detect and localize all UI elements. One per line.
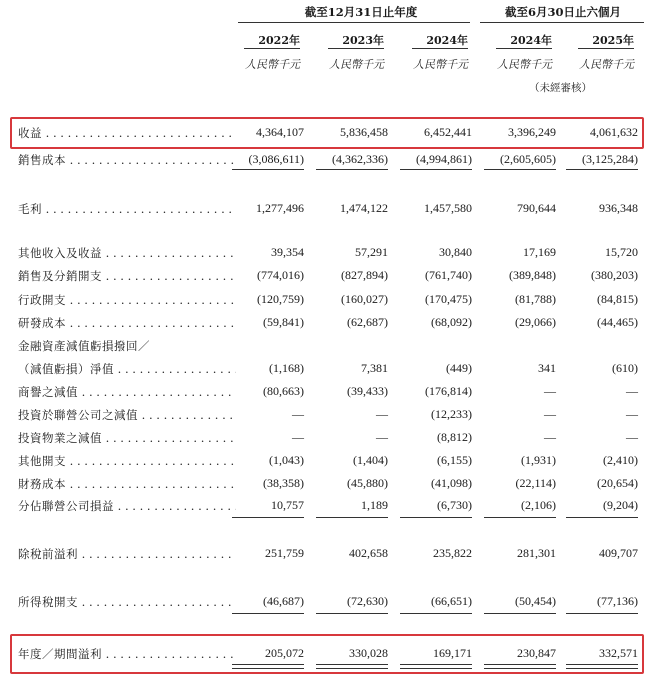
- year-rule: [328, 48, 384, 49]
- table-row: [0, 268, 654, 286]
- row-value: —: [626, 407, 638, 421]
- row-value: —: [292, 430, 304, 444]
- row-value: —: [626, 430, 638, 444]
- row-value: 235,822: [433, 546, 472, 560]
- single-underline: [400, 169, 472, 170]
- table-row: [0, 292, 654, 310]
- row-value: (160,027): [341, 292, 388, 306]
- table-row: [0, 315, 654, 333]
- row-label: 商譽之減值 . . .: [18, 384, 236, 400]
- single-underline: [316, 613, 388, 614]
- row-value: 1,189: [361, 498, 388, 512]
- single-underline: [232, 169, 304, 170]
- row-value: (50,454): [515, 594, 556, 608]
- row-value: 205,072: [265, 646, 304, 660]
- row-label: 投資於聯營公司之減值 . . .: [18, 407, 236, 423]
- row-value: —: [626, 384, 638, 398]
- row-value: (380,203): [591, 268, 638, 282]
- row-label: 行政開支 . . .: [18, 292, 236, 308]
- row-label: 投資物業之減值 . . .: [18, 430, 236, 446]
- row-value: 1,474,122: [340, 201, 388, 215]
- revenue-highlight-box: [10, 117, 644, 149]
- row-value: (2,605,605): [500, 152, 556, 166]
- table-row: [0, 546, 654, 564]
- row-value: 281,301: [517, 546, 556, 560]
- row-value: —: [292, 407, 304, 421]
- unit-label: 人民幣千元: [497, 58, 552, 71]
- row-value: 790,644: [517, 201, 556, 215]
- row-value: 39,354: [271, 245, 304, 259]
- year-header-2022: 2022年: [258, 34, 300, 47]
- row-label: 年度／期間溢利 . . .: [18, 646, 236, 662]
- row-label: 毛利 . . .: [18, 201, 236, 217]
- row-value: 1,457,580: [424, 201, 472, 215]
- row-label: 其他開支 . . .: [18, 453, 236, 469]
- year-header-2023: 2023年: [342, 34, 384, 47]
- row-value: (774,016): [257, 268, 304, 282]
- row-value: (62,687): [347, 315, 388, 329]
- single-underline: [566, 169, 638, 170]
- row-value: (170,475): [425, 292, 472, 306]
- row-label: 所得稅開支 . . .: [18, 594, 236, 610]
- single-underline: [484, 169, 556, 170]
- year-rule: [244, 48, 300, 49]
- hy-group-rule: [480, 22, 644, 23]
- row-value: (66,651): [431, 594, 472, 608]
- row-value: (761,740): [425, 268, 472, 282]
- row-value: (77,136): [597, 594, 638, 608]
- row-value: (3,125,284): [582, 152, 638, 166]
- row-value: (827,894): [341, 268, 388, 282]
- unit-label: 人民幣千元: [413, 58, 468, 71]
- row-label: 分佔聯營公司損益 . . .: [18, 498, 236, 514]
- unaudited-note: （未經審核）: [529, 82, 592, 94]
- row-value: 30,840: [439, 245, 472, 259]
- row-value: (2,410): [603, 453, 638, 467]
- year-rule: [578, 48, 634, 49]
- single-underline: [484, 613, 556, 614]
- row-value: —: [544, 384, 556, 398]
- row-label: 金融資產減值虧損撥回／: [18, 339, 150, 353]
- row-value: —: [544, 407, 556, 421]
- year-header-2024: 2024年: [426, 34, 468, 47]
- row-label: 財務成本 . . .: [18, 476, 236, 492]
- row-value: (6,155): [437, 453, 472, 467]
- row-value: —: [376, 430, 388, 444]
- table-row: [0, 407, 654, 425]
- profit-highlight-box: [10, 634, 644, 674]
- row-value: (176,814): [425, 384, 472, 398]
- table-row: [0, 453, 654, 471]
- row-value: 15,720: [605, 245, 638, 259]
- single-underline: [566, 613, 638, 614]
- row-value: (46,687): [263, 594, 304, 608]
- table-row: [0, 245, 654, 263]
- row-value: 332,571: [599, 646, 638, 660]
- row-label: 除稅前溢利 . . .: [18, 546, 236, 562]
- table-row: [0, 594, 654, 612]
- unit-label: 人民幣千元: [329, 58, 384, 71]
- row-value: (6,730): [437, 498, 472, 512]
- row-value: (9,204): [603, 498, 638, 512]
- row-value: (41,098): [431, 476, 472, 490]
- table-row: [0, 498, 654, 516]
- row-value: 230,847: [517, 646, 556, 660]
- row-value: 330,028: [349, 646, 388, 660]
- row-value: (81,788): [515, 292, 556, 306]
- row-value: 4,364,107: [256, 125, 304, 139]
- year-rule: [496, 48, 552, 49]
- row-value: (84,815): [597, 292, 638, 306]
- row-value: (72,630): [347, 594, 388, 608]
- row-value: 10,757: [271, 498, 304, 512]
- single-underline: [232, 613, 304, 614]
- row-value: (22,114): [515, 476, 556, 490]
- row-value: 251,759: [265, 546, 304, 560]
- row-value: 17,169: [523, 245, 556, 259]
- row-value: 3,396,249: [508, 125, 556, 139]
- single-underline: [232, 517, 304, 518]
- row-label: 銷售及分銷開支 . . .: [18, 268, 236, 284]
- row-value: 402,658: [349, 546, 388, 560]
- row-value: 1,277,496: [256, 201, 304, 215]
- table-row: [0, 338, 654, 356]
- row-value: (1,404): [353, 453, 388, 467]
- single-underline: [316, 517, 388, 518]
- row-value: (45,880): [347, 476, 388, 490]
- row-value: (610): [612, 361, 638, 375]
- year-rule: [412, 48, 468, 49]
- row-label: 其他收入及收益 . . .: [18, 245, 236, 261]
- row-label: 研發成本 . . .: [18, 315, 236, 331]
- table-row: [0, 201, 654, 219]
- row-value: (120,759): [257, 292, 304, 306]
- row-value: (29,066): [515, 315, 556, 329]
- row-value: 7,381: [361, 361, 388, 375]
- row-value: (1,043): [269, 453, 304, 467]
- row-value: (4,362,336): [332, 152, 388, 166]
- row-value: —: [376, 407, 388, 421]
- table-row: [0, 152, 654, 170]
- single-underline: [484, 517, 556, 518]
- hy-group-header: 截至6月30日止六個月: [504, 5, 621, 19]
- row-value: (38,358): [263, 476, 304, 490]
- row-value: (389,848): [509, 268, 556, 282]
- row-value: (20,654): [597, 476, 638, 490]
- row-value: (2,106): [521, 498, 556, 512]
- row-value: 169,171: [433, 646, 472, 660]
- row-label: 收益 . . .: [18, 125, 236, 141]
- row-value: (1,931): [521, 453, 556, 467]
- row-label: （減值虧損）淨值 . . .: [18, 361, 236, 377]
- unit-label: 人民幣千元: [245, 58, 300, 71]
- row-value: 409,707: [599, 546, 638, 560]
- row-value: (68,092): [431, 315, 472, 329]
- row-value: 341: [538, 361, 556, 375]
- row-value: 6,452,441: [424, 125, 472, 139]
- table-row: [0, 430, 654, 448]
- row-value: (449): [446, 361, 472, 375]
- row-value: (1,168): [269, 361, 304, 375]
- single-underline: [316, 169, 388, 170]
- single-underline: [566, 517, 638, 518]
- table-row: [0, 384, 654, 402]
- year-header-2025-h1: 2025年: [592, 34, 634, 47]
- table-row: [0, 476, 654, 494]
- row-value: (12,233): [431, 407, 472, 421]
- fy-group-rule: [238, 22, 470, 23]
- single-underline: [400, 613, 472, 614]
- row-value: (80,663): [263, 384, 304, 398]
- row-value: (39,433): [347, 384, 388, 398]
- year-header-2024-h1: 2024年: [510, 34, 552, 47]
- unit-label: 人民幣千元: [579, 58, 634, 71]
- row-value: —: [544, 430, 556, 444]
- row-value: (4,994,861): [416, 152, 472, 166]
- row-value: 4,061,632: [590, 125, 638, 139]
- row-value: 936,348: [599, 201, 638, 215]
- fy-group-header: 截至12月31日止年度: [304, 5, 418, 19]
- table-row: [0, 361, 654, 379]
- row-value: (3,086,611): [248, 152, 304, 166]
- row-label: 銷售成本 . . .: [18, 152, 236, 168]
- row-value: (8,812): [437, 430, 472, 444]
- row-value: 57,291: [355, 245, 388, 259]
- row-value: (59,841): [263, 315, 304, 329]
- row-value: (44,465): [597, 315, 638, 329]
- row-value: 5,836,458: [340, 125, 388, 139]
- single-underline: [400, 517, 472, 518]
